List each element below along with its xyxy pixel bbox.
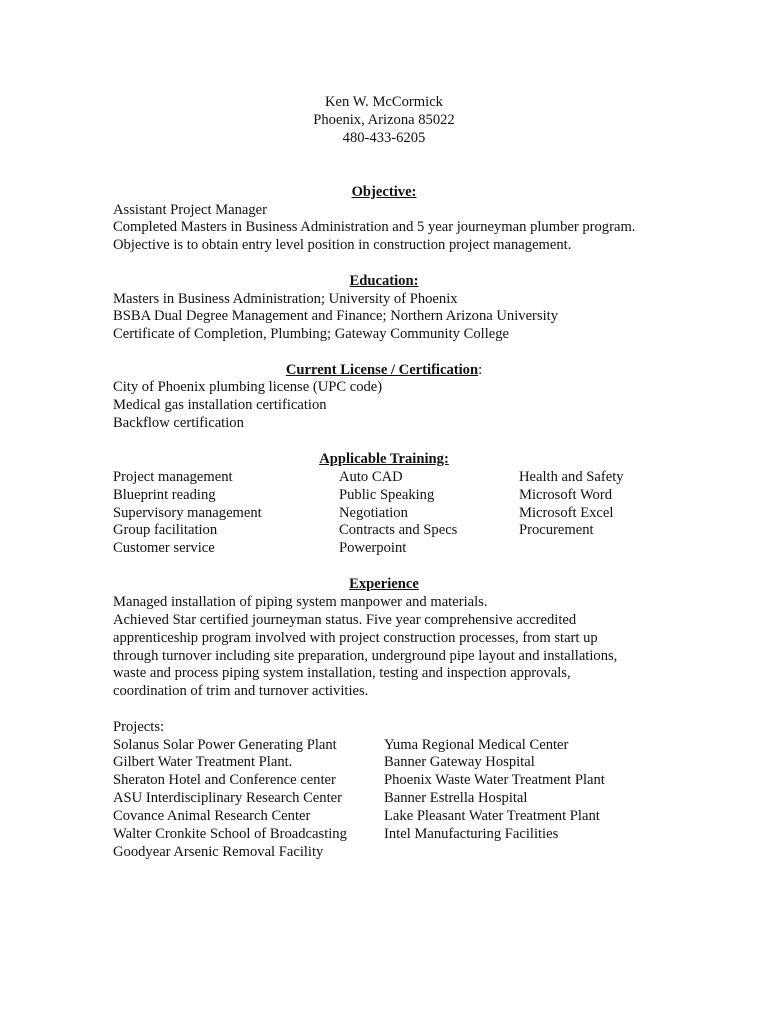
education-line: BSBA Dual Degree Management and Finance; Northern Arizona University bbox=[113, 308, 558, 324]
objective-heading: Objective: bbox=[351, 184, 417, 200]
project-item: Intel Manufacturing Facilities bbox=[384, 826, 559, 842]
training-item: Public Speaking bbox=[339, 487, 435, 503]
objective-line: Objective is to obtain entry level position in construction project management. bbox=[113, 237, 572, 253]
training-item: Contracts and Specs bbox=[339, 522, 458, 538]
project-item: Sheraton Hotel and Conference center bbox=[113, 772, 336, 788]
objective-line: Assistant Project Manager bbox=[113, 202, 268, 218]
project-item: Solanus Solar Power Generating Plant bbox=[113, 737, 337, 753]
objective-line: Completed Masters in Business Administration and 5 year journeyman plumber program. bbox=[113, 219, 636, 235]
project-item: Lake Pleasant Water Treatment Plant bbox=[384, 808, 600, 824]
license-heading: Current License / Certification bbox=[285, 362, 479, 378]
projects-label: Projects: bbox=[113, 719, 165, 735]
training-item: Group facilitation bbox=[113, 522, 218, 538]
training-item: Auto CAD bbox=[339, 469, 403, 485]
experience-line: Managed installation of piping system manpower and materials. bbox=[113, 594, 488, 610]
training-item: Supervisory management bbox=[113, 505, 262, 521]
experience-line: apprenticeship program involved with project construction processes, from start up bbox=[113, 630, 598, 646]
training-item: Powerpoint bbox=[339, 540, 407, 556]
license-line: Backflow certification bbox=[113, 415, 244, 431]
license-heading-colon: : bbox=[478, 362, 483, 378]
experience-line: Achieved Star certified journeyman status. Five year comprehensive accredited bbox=[113, 612, 577, 628]
project-item: Gilbert Water Treatment Plant. bbox=[113, 754, 293, 770]
training-item: Customer service bbox=[113, 540, 215, 556]
project-item: Banner Estrella Hospital bbox=[384, 790, 528, 806]
training-item: Negotiation bbox=[339, 505, 408, 521]
project-item: Yuma Regional Medical Center bbox=[384, 737, 569, 753]
candidate-location: Phoenix, Arizona 85022 bbox=[313, 112, 455, 128]
education-heading: Education: bbox=[349, 273, 419, 289]
project-item: Covance Animal Research Center bbox=[113, 808, 311, 824]
experience-line: coordination of trim and turnover activities. bbox=[113, 683, 369, 699]
training-item: Health and Safety bbox=[519, 469, 624, 485]
project-item: Goodyear Arsenic Removal Facility bbox=[113, 844, 324, 860]
training-item: Microsoft Word bbox=[519, 487, 612, 503]
training-item: Microsoft Excel bbox=[519, 505, 614, 521]
education-line: Masters in Business Administration; University of Phoenix bbox=[113, 291, 458, 307]
training-heading: Applicable Training: bbox=[319, 451, 449, 467]
experience-line: through turnover including site preparation, underground pipe layout and installations, bbox=[113, 648, 618, 664]
experience-heading: Experience bbox=[349, 576, 419, 592]
license-line: Medical gas installation certification bbox=[113, 397, 327, 413]
education-line: Certificate of Completion, Plumbing; Gateway Community College bbox=[113, 326, 509, 342]
project-item: Walter Cronkite School of Broadcasting bbox=[113, 826, 347, 842]
candidate-phone: 480-433-6205 bbox=[342, 130, 426, 146]
license-line: City of Phoenix plumbing license (UPC code) bbox=[113, 379, 383, 395]
project-item: Phoenix Waste Water Treatment Plant bbox=[384, 772, 605, 788]
training-item: Procurement bbox=[519, 522, 594, 538]
candidate-name: Ken W. McCormick bbox=[325, 94, 443, 110]
training-item: Blueprint reading bbox=[113, 487, 216, 503]
project-item: Banner Gateway Hospital bbox=[384, 754, 535, 770]
training-item: Project management bbox=[113, 469, 233, 485]
license-heading-row bbox=[0, 361, 768, 379]
experience-line: waste and process piping system installation, testing and inspection approvals, bbox=[113, 665, 571, 681]
project-item: ASU Interdisciplinary Research Center bbox=[113, 790, 342, 806]
